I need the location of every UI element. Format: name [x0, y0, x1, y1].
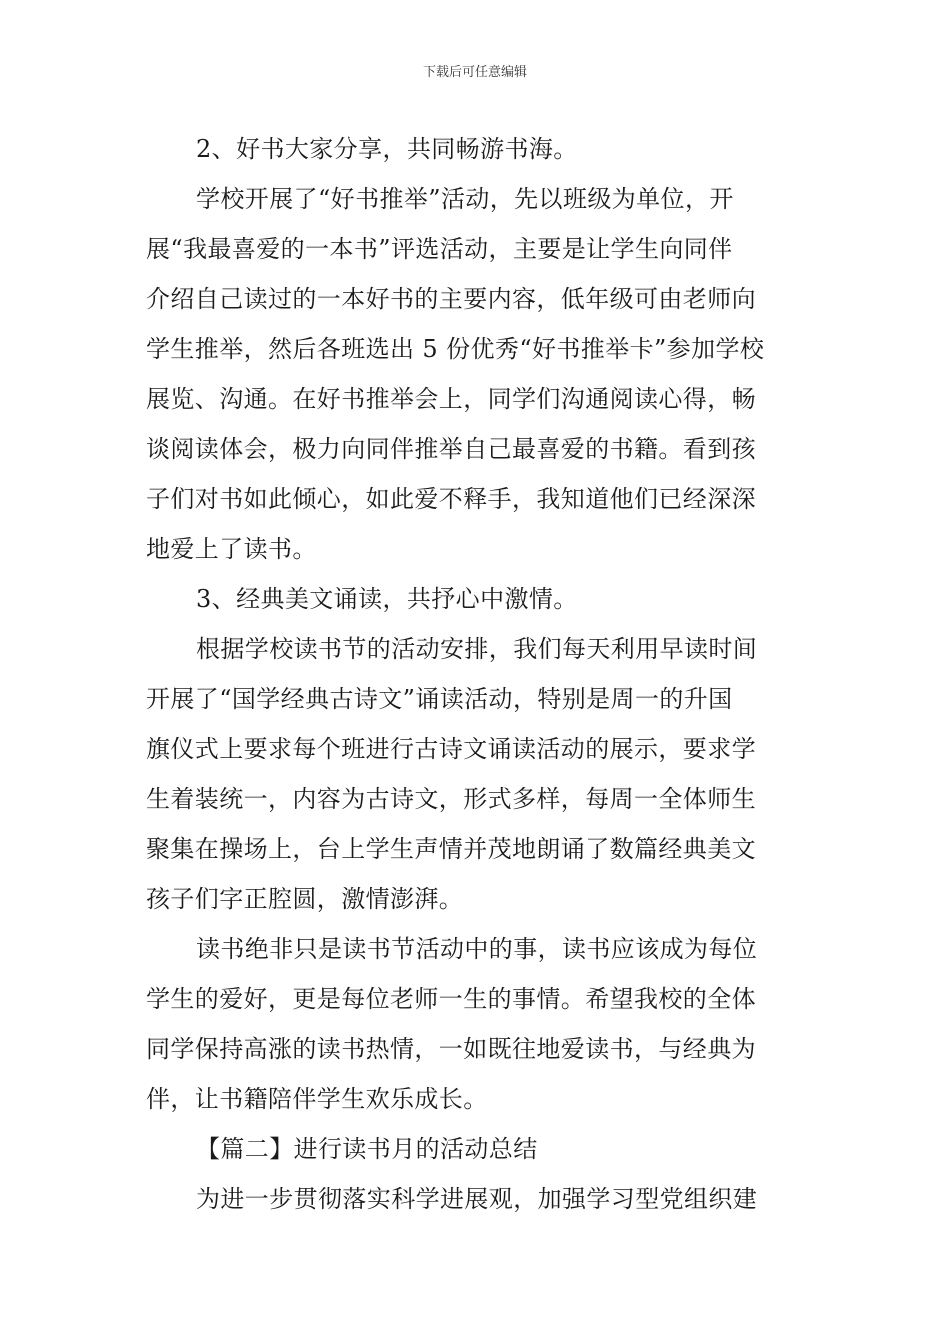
paragraph-line: 生着装统一，内容为古诗文，形式多样，每周一全体师生: [146, 785, 756, 813]
paragraph-line: 学生的爱好，更是每位老师一生的事情。希望我校的全体: [146, 985, 756, 1013]
page-header: 下载后可任意编辑: [422, 65, 527, 80]
paragraph-line: 旗仪式上要求每个班进行古诗文诵读活动的展示，要求学: [146, 735, 756, 763]
document-body: [146, 124, 806, 1224]
paragraph-line: 子们对书如此倾心，如此爱不释手，我知道他们已经深深: [146, 485, 756, 513]
article-title: 【篇二】进行读书月的活动总结: [196, 1135, 538, 1163]
paragraph-line: 孩子们字正腔圆，激情澎湃。: [146, 885, 464, 913]
paragraph-line: 伴，让书籍陪伴学生欢乐成长。: [146, 1085, 488, 1113]
paragraph-line: 开展了“国学经典古诗文”诵读活动，特别是周一的升国: [146, 685, 733, 713]
paragraph-line: 学生推举，然后各班选出 5 份优秀“好书推举卡”参加学校: [146, 335, 765, 363]
paragraph-line: 谈阅读体会，极力向同伴推举自己最喜爱的书籍。看到孩: [146, 435, 756, 463]
paragraph-line: 学校开展了“好书推举”活动，先以班级为单位，开: [196, 185, 734, 213]
paragraph-line: 介绍自己读过的一本好书的主要内容，低年级可由老师向: [146, 285, 756, 313]
section-heading-3: 3、经典美文诵读，共抒心中激情。: [196, 585, 578, 613]
paragraph-line: 展“我最喜爱的一本书”评选活动，主要是让学生向同伴: [146, 235, 733, 263]
paragraph-line: 地爱上了读书。: [146, 535, 317, 563]
paragraph-line: 根据学校读书节的活动安排，我们每天利用早读时间: [196, 635, 758, 663]
paragraph-line: 为进一步贯彻落实科学进展观，加强学习型党组织建: [196, 1185, 758, 1213]
paragraph-line: 同学保持高涨的读书热情，一如既往地爱读书，与经典为: [146, 1035, 756, 1063]
section-heading-2: 2、好书大家分享，共同畅游书海。: [196, 135, 578, 163]
paragraph-line: 读书绝非只是读书节活动中的事，读书应该成为每位: [196, 935, 758, 963]
paragraph-line: 展览、沟通。在好书推举会上，同学们沟通阅读心得，畅: [146, 385, 756, 413]
paragraph-line: 聚集在操场上，台上学生声情并茂地朗诵了数篇经典美文: [146, 835, 756, 863]
